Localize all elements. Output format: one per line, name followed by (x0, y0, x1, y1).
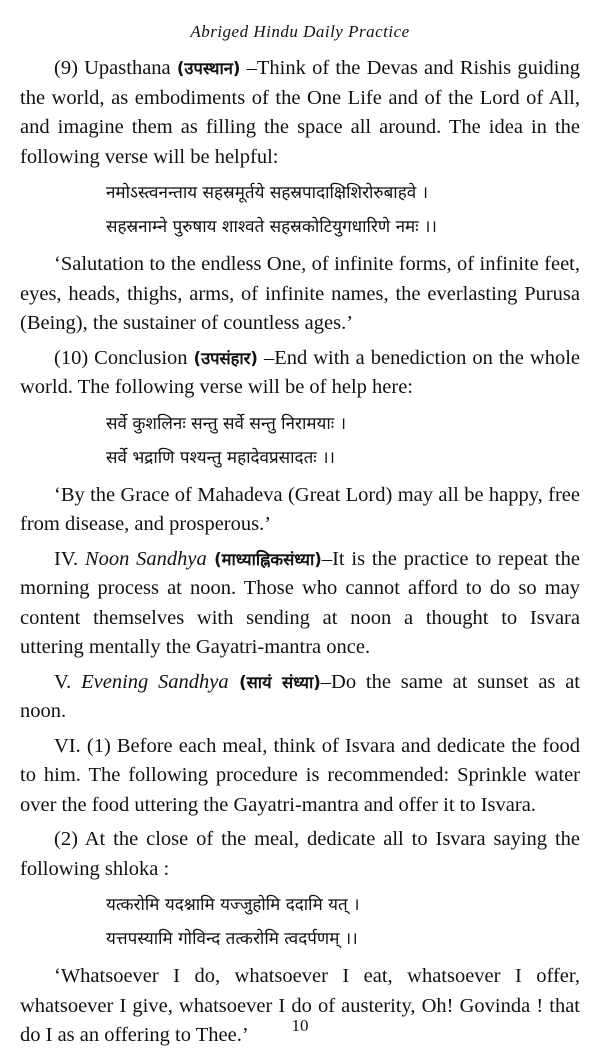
noon-sandhya-numeral: IV. (54, 547, 85, 570)
paragraph-conclusion (20, 344, 580, 403)
verse-salutation (20, 176, 580, 244)
evening-sandhya-numeral: V. (54, 670, 82, 693)
upasthana-heading: (9) Upasthana (54, 57, 177, 79)
noon-sandhya-title: Noon Sandhya (84, 547, 207, 570)
evening-sandhya-title: Evening Sandhya (81, 670, 229, 693)
verse-line: यत्करोमि यदश्नामि यज्जुहोमि ददामि यत् । (106, 895, 360, 915)
page-body (20, 54, 580, 1051)
verse-line: नमोऽस्त्वनन्ताय सहस्रमूर्तये सहस्रपादाक्षिशिरोरुबाहवे । (106, 183, 429, 203)
paragraph-noon-sandhya (20, 545, 580, 663)
paragraph-offering-translation: ‘Whatsoever I do, whatsoever I eat, whatsoever I offer, whatsoever I give, whatsoever I do of austerity, Oh! Govinda ! that do I as an offering to Thee.’ (20, 965, 580, 1046)
paragraph-salutation-translation: ‘Salutation to the endless One, of infinite forms, of infinite feet, eyes, heads, thighs, arms, of infinite names, the everlasting Purusa (Being), the sustainer of countless ages.’ (20, 253, 580, 334)
paragraph-benediction-translation: ‘By the Grace of Mahadeva (Great Lord) may all be happy, free from disease, and prosperous.’ (20, 483, 580, 535)
verse-line: सर्वे भद्राणि पश्यन्तु महादेवप्रसादतः ।। (106, 447, 335, 468)
paragraph-close-of-meal: (2) At the close of the meal, dedicate all to Isvara saying the following shloka : (20, 828, 580, 880)
paragraph-upasthana (20, 54, 580, 172)
conclusion-heading: (10) Conclusion (54, 346, 194, 369)
paragraph-evening-sandhya (20, 668, 580, 727)
noon-sandhya-sanskrit-term: (माध्याह्निकसंध्या) (206, 549, 322, 569)
conclusion-text: –End with a benediction on the whole world. The following verse will be of help here: (20, 346, 581, 398)
page-number: 10 (291, 1016, 309, 1035)
verse-benediction (20, 407, 580, 475)
evening-sandhya-sanskrit-term: (सायं संध्या) (228, 672, 321, 692)
running-head: Abriged Hindu Daily Practice (190, 22, 410, 41)
upasthana-sanskrit-term: (उपस्थान) (176, 59, 241, 78)
conclusion-sanskrit-term: (उपसंहार) (193, 348, 258, 368)
verse-line: यत्तपस्यामि गोविन्द तत्करोमि त्वदर्पणम् ।। (106, 929, 358, 949)
noon-sandhya-text: –It is the practice to repeat the morning process at noon. Those who cannot afford to do so may content themselves with sending at noon a thought to Isvara uttering mentally the Gayatri-mantra once. (20, 547, 580, 658)
paragraph-before-meal: VI. (1) Before each meal, think of Isvara and dedicate the food to him. The following procedure is recommended: Sprinkle water over the food uttering the Gayatri-mantra and offer it to Isvara. (20, 734, 580, 816)
evening-sandhya-text: –Do the same at sunset as at noon. (20, 670, 580, 722)
verse-line: सर्वे कुशलिनः सन्तु सर्वे सन्तु निरामयाः । (106, 413, 347, 434)
verse-line: सहस्रनाम्ने पुरुषाय शाश्वते सहस्रकोटियुगधारिणे नमः ।। (106, 217, 437, 237)
upasthana-text: –Think of the Devas and Rishis guiding the world, as embodiments of the One Life and of the Lord of All, and imagine them as filling the space all around. The idea in the following verse will be helpful: (20, 57, 580, 168)
verse-offering (20, 888, 580, 956)
